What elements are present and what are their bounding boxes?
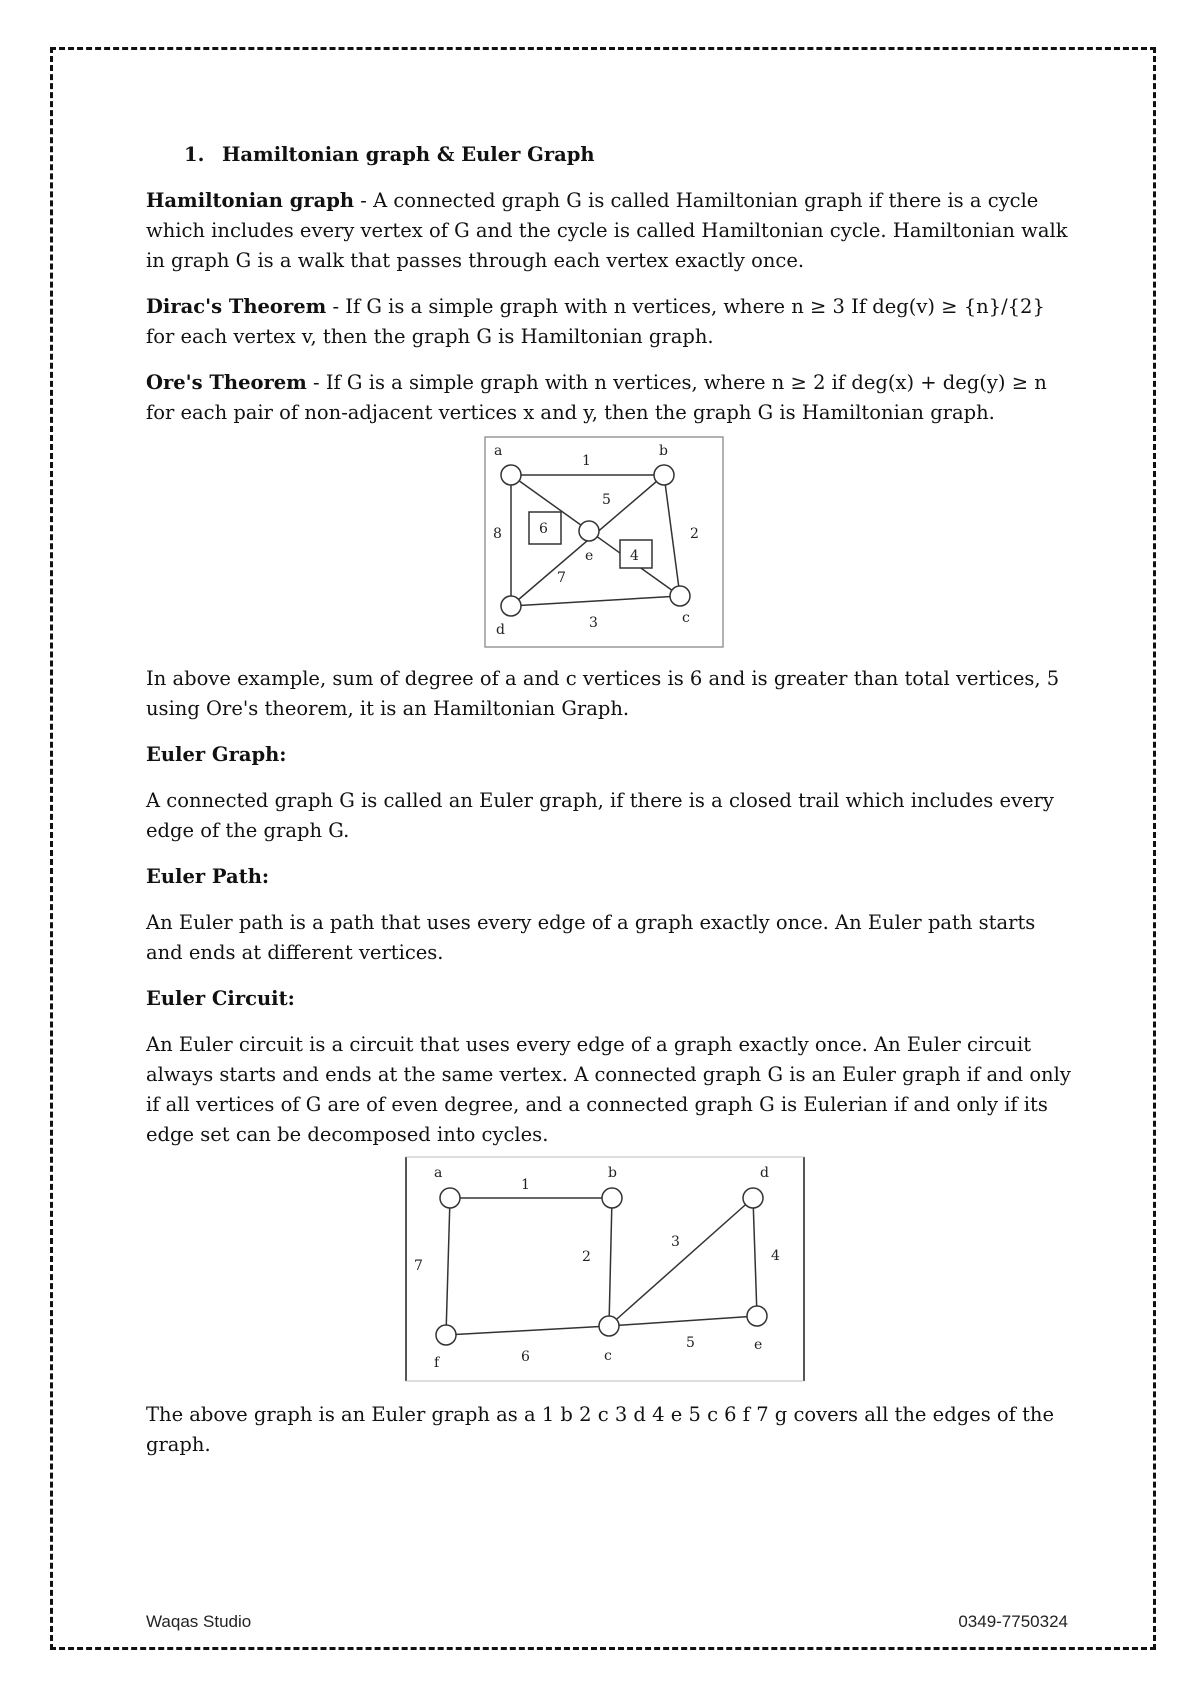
edge-label-3: 3 (589, 615, 598, 631)
hamiltonian-graph-figure (484, 436, 724, 648)
euler-circuit-heading-text: Euler Circuit: (146, 987, 295, 1010)
vertex-label-f: f (434, 1355, 440, 1371)
edge-label-7: 7 (557, 570, 566, 586)
example-paragraph: In above example, sum of degree of a and c vertices is 6 and is greater than total vertices, 5 using Ore's theorem, it is an Hamiltonian Graph. (146, 667, 1060, 720)
vertex-label-a: a (434, 1165, 443, 1181)
ore-term: Ore's Theorem (146, 371, 307, 394)
hamiltonian-text: - A connected graph G is called Hamiltonian graph if there is a cycle which includes every vertex of G and the cycle is called Hamiltonian cycle. Hamiltonian walk in graph G is a walk that passes through each vertex exactly once. (146, 189, 1068, 272)
euler-path-paragraph: An Euler path is a path that uses every edge of a graph exactly once. An Euler path starts and ends at different vertices. (146, 911, 1036, 964)
edge-label-5: 5 (686, 1335, 695, 1351)
euler-graph-paragraph: A connected graph G is called an Euler graph, if there is a closed trail which includes every edge of the graph G. (146, 789, 1054, 842)
vertex-label-b: b (608, 1165, 617, 1181)
section-title: Hamiltonian graph & Euler Graph (222, 143, 595, 166)
hamiltonian-paragraph (146, 186, 1076, 276)
edge-label-2: 2 (690, 526, 699, 542)
edge-label-4: 4 (630, 548, 639, 564)
dirac-paragraph (146, 292, 1076, 352)
edge-label-2: 2 (582, 1249, 591, 1265)
euler-circuit-heading (146, 984, 1076, 1014)
document-body (146, 140, 1076, 1476)
edge-label-3: 3 (671, 1234, 680, 1250)
section-heading (184, 140, 1076, 170)
footer-phone-number: 0349-7750324 (958, 1612, 1068, 1631)
edge-label-4: 4 (771, 1248, 780, 1264)
hamiltonian-term: Hamiltonian graph (146, 189, 355, 212)
euler-path-heading (146, 862, 1076, 892)
edge-label-6: 6 (521, 1349, 530, 1365)
vertex-label-c: c (682, 610, 690, 626)
edge-label-6: 6 (539, 521, 548, 537)
euler-path-heading-text: Euler Path: (146, 865, 270, 888)
edge-label-1: 1 (521, 1177, 530, 1193)
ore-text: - If G is a simple graph with n vertices, where n ≥ 2 if deg(x) + deg(y) ≥ n for each pair of non-adjacent vertices x and y, then the graph G is Hamiltonian graph. (146, 371, 1047, 424)
euler-graph-figure (404, 1156, 806, 1382)
edge-label-7: 7 (414, 1258, 423, 1274)
vertex-label-e: e (754, 1337, 763, 1353)
ore-paragraph (146, 368, 1076, 428)
vertex-label-d: d (760, 1165, 769, 1181)
vertex-label-d: d (496, 622, 505, 638)
footer-studio-name: Waqas Studio (146, 1612, 252, 1631)
vertex-label-e: e (585, 548, 594, 564)
dirac-text: - If G is a simple graph with n vertices, where n ≥ 3 If deg(v) ≥ {n}/{2} for each vertex v, then the graph G is Hamiltonian graph. (146, 295, 1045, 348)
euler-graph-heading-text: Euler Graph: (146, 743, 287, 766)
dirac-term: Dirac's Theorem (146, 295, 327, 318)
euler-circuit-paragraph: An Euler circuit is a circuit that uses every edge of a graph exactly once. An Euler circuit always starts and ends at the same vertex. A connected graph G is an Euler graph if and only if all vertices of G are of even degree, and a connected graph G is Eulerian if and only if its edge set can be decomposed into cycles. (146, 1033, 1071, 1146)
edge-label-5: 5 (602, 492, 611, 508)
vertex-label-c: c (604, 1348, 612, 1364)
section-number: 1. (184, 143, 205, 166)
vertex-label-b: b (659, 443, 668, 459)
vertex-label-a: a (494, 443, 503, 459)
conclusion-paragraph: The above graph is an Euler graph as a 1 b 2 c 3 d 4 e 5 c 6 f 7 g covers all the edges of the graph. (146, 1403, 1055, 1456)
edge-label-1: 1 (582, 453, 591, 469)
edge-label-8: 8 (493, 526, 502, 542)
euler-graph-heading (146, 740, 1076, 770)
